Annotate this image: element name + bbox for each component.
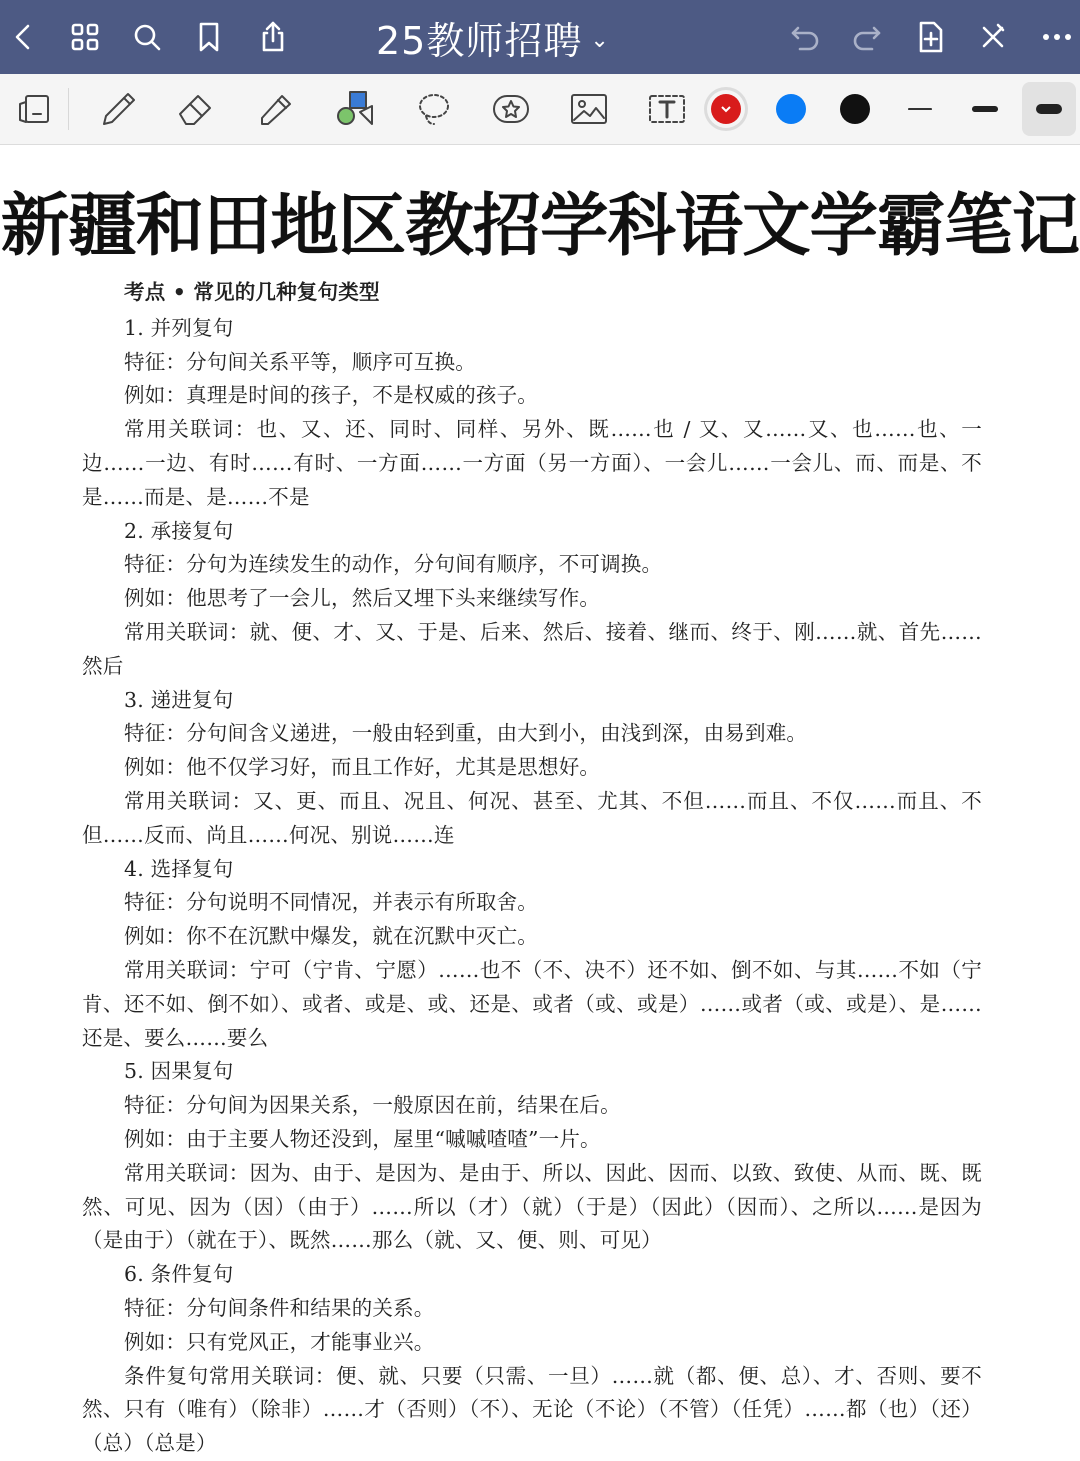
- paragraph: 2. 承接复句: [124, 518, 234, 543]
- document-heading: 新疆和田地区教招学科语文学霸笔记: [0, 186, 1080, 266]
- thick-stroke-sample: [1036, 104, 1062, 114]
- toolbar-divider: [68, 88, 69, 130]
- paragraph: 条件复句常用关联词：便、就、只要（只需、一旦）……就（都、便、总）、才、否则、要不然、只有（唯有）（除非）……才（否则）（不）、无论（不论）（不管）（任凭）……都（也）（还）（总）（总是）: [82, 1363, 982, 1456]
- undo-icon[interactable]: [786, 18, 824, 56]
- lasso-icon[interactable]: [406, 84, 460, 134]
- grid-icon[interactable]: [66, 18, 104, 56]
- paragraph: 例如：他不仅学习好，而且工作好，尤其是思想好。: [124, 755, 601, 780]
- paragraph: 3. 递进复句: [124, 687, 234, 712]
- paragraph: 5. 因果复句: [124, 1059, 234, 1084]
- more-icon[interactable]: [1038, 18, 1076, 56]
- paragraph: 6. 条件复句: [124, 1262, 234, 1287]
- paragraph: 特征：分句间为因果关系，一般原因在前，结果在后。: [124, 1093, 621, 1118]
- paragraph: 例如：他思考了一会儿，然后又埋下头来继续写作。: [124, 586, 601, 611]
- paragraph: 例如：由于主要人物还没到，屋里“嘁嘁喳喳”一片。: [124, 1126, 601, 1151]
- close-icon[interactable]: [974, 18, 1012, 56]
- bookmark-icon[interactable]: [190, 18, 228, 56]
- sticker-icon[interactable]: [484, 84, 538, 134]
- search-icon[interactable]: [128, 18, 166, 56]
- paragraph: 常用关联词：宁可（宁肯、宁愿）……也不（不、决不）还不如、倒不如、与其……不如（宁肯、还不如、倒不如）、或者、或是、或、还是、或者（或、或是）……或者（或、或是）、是……还是、要么……要么: [82, 957, 982, 1050]
- paragraph: 特征：分句间条件和结果的关系。: [124, 1295, 435, 1320]
- color-red-swatch[interactable]: [711, 94, 741, 124]
- paragraph: 4. 选择复句: [124, 856, 234, 881]
- back-icon[interactable]: [4, 18, 42, 56]
- eraser-icon[interactable]: [168, 84, 222, 134]
- add-page-icon[interactable]: [912, 18, 950, 56]
- paragraph: 例如：只有党风正，才能事业兴。: [124, 1329, 435, 1354]
- color-blue-swatch[interactable]: [776, 94, 806, 124]
- share-icon[interactable]: [254, 18, 292, 56]
- paragraph: 特征：分句间关系平等，顺序可互换。: [124, 349, 476, 374]
- paragraph: 例如：你不在沉默中爆发，就在沉默中灭亡。: [124, 924, 538, 949]
- chevron-down-icon: ⌄: [590, 27, 610, 53]
- section-heading: 考点 • 常见的几种复句类型: [124, 280, 380, 304]
- paragraph: 例如：真理是时间的孩子，不是权威的孩子。: [124, 383, 538, 408]
- paragraph: 1. 并列复句: [124, 315, 234, 340]
- medium-stroke-option[interactable]: [972, 106, 998, 112]
- document-name: 25教师招聘: [376, 18, 583, 63]
- paragraph: 特征：分句间含义递进，一般由轻到重，由大到小，由浅到深，由易到难。: [124, 721, 808, 746]
- shapes-icon[interactable]: [328, 84, 382, 134]
- paragraph: 特征：分句说明不同情况，并表示有所取舍。: [124, 890, 538, 915]
- paragraph: 常用关联词：因为、由于、是因为、是由于、所以、因此、因而、以致、致使、从而、既、既然、可见、因为（因）（由于）……所以（才）（就）（于是）（因此）（因而）、之所以……是因为（是由于）（就在于）、既然……那么（就、又、便、则、可见）: [82, 1160, 982, 1253]
- document-title-dropdown[interactable]: [376, 12, 610, 62]
- top-navigation-bar: [0, 0, 1080, 74]
- highlighter-icon[interactable]: [248, 84, 302, 134]
- document-body: [82, 276, 982, 1461]
- redo-icon[interactable]: [848, 18, 886, 56]
- paragraph: 特征：分句为连续发生的动作，分句间有顺序，不可调换。: [124, 552, 663, 577]
- image-icon[interactable]: [562, 84, 616, 134]
- pen-icon[interactable]: [90, 84, 144, 134]
- thick-stroke-option[interactable]: [1022, 82, 1076, 136]
- page-layout-icon[interactable]: [10, 84, 64, 134]
- text-tool-icon[interactable]: [640, 84, 694, 134]
- paragraph: 常用关联词：就、便、才、又、于是、后来、然后、接着、继而、终于、刚……就、首先……然后: [82, 619, 982, 678]
- chevron-down-icon: [711, 94, 741, 124]
- thin-stroke-option[interactable]: [908, 108, 932, 110]
- paragraph: 常用关联词：也、又、还、同时、同样、另外、既……也 / 又、又……又、也……也、一边……一边、有时……有时、一方面……一方面（另一方面）、一会儿……一会儿、而、而是、不是……而是、是……不是: [82, 417, 982, 509]
- paragraph: 常用关联词：又、更、而且、况且、何况、甚至、尤其、不但……而且、不仅……而且、不但……反而、尚且……何况、别说……连: [82, 788, 982, 847]
- drawing-toolbar: [0, 74, 1080, 145]
- color-black-swatch[interactable]: [840, 94, 870, 124]
